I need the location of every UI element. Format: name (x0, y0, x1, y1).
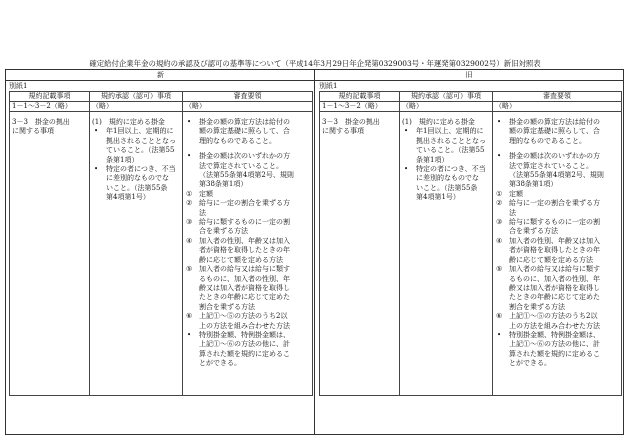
attachment-label: 別紙1 (319, 82, 338, 90)
review-cell (493, 112, 622, 396)
bullet-item: • 年1回以上、定期的に 拠出されることとなっ ていること。（法第55 条第1項） (404, 127, 486, 164)
bullet-item: • 掛金の額は次のいずれかの方 法で算定されていること。 （法第55条第4項第2号、規則 第38条第1項） (497, 152, 604, 189)
numbered-item: ② 給与に一定の割合を乗ずる方 法 (496, 199, 600, 217)
numbered-item: ① 定額 (186, 189, 213, 198)
item-line: に関する事項 (12, 127, 54, 136)
header-cell: 規約承認（認可）事項 (400, 92, 493, 102)
omitted-cell: （略） (400, 102, 493, 112)
bullet-item: • 掛金の額の算定方法は給付の 額の算定基礎に照らして、合 理的なものであること。 (187, 118, 290, 145)
item-line: 3－3 掛金の拠出 (12, 118, 70, 126)
column-header-old: 旧 (315, 70, 623, 81)
numbered-item: ③ 給与に類するものに一定の割 合を乗ずる方法 (496, 218, 600, 236)
bullet-item: • 年1回以上、定期的に 拠出されることとなっ ていること。（法第55 条第1項） (94, 127, 176, 164)
header-cell: 審査要領 (493, 92, 622, 102)
omitted-cell: （略） (493, 102, 622, 112)
numbered-item: ① 定額 (496, 189, 523, 198)
bullet-item: • 掛金の額の算定方法は給付の 額の算定基礎に照らして、合 理的なものであること。 (497, 118, 600, 145)
numbered-item: ③ 給与に類するものに一定の割 合を乗ずる方法 (186, 218, 290, 236)
header-cell: 規約承認（認可）事項 (90, 92, 183, 102)
approval-heading: (1) 規約に定める掛金 (402, 118, 475, 126)
numbered-item: ⑥ 上記①～⑤の方法のうち2以 上の方法を組み合わせた方法 (496, 312, 600, 330)
bullet-item: • 特別掛金額、特例掛金額は、 上記①～⑥の方法の他に、計 算された額を規約に定めるこ とができる。 (187, 330, 290, 368)
numbered-item: ④ 加入者の性別、年齢又は加入 者が資格を取得したときの年 齢に応じて額を定める方法 (186, 236, 290, 264)
item-cell (320, 112, 400, 396)
approval-cell (400, 112, 493, 396)
header-cell: 規約記載事項 (320, 92, 400, 102)
item-line: 3－3 掛金の拠出 (322, 118, 380, 126)
omitted-cell: 1－1～3－2（略） (320, 102, 400, 112)
bullet-item: • 特別掛金額、特例掛金額は、 上記①～⑥の方法の他に、計 算された額を規約に定めるこ とができる。 (497, 330, 600, 368)
bullet-item: • 特定の者につき、不当 に差別的なものでな いこと。（法第55条 第4項第1号） (404, 165, 486, 202)
numbered-item: ④ 加入者の性別、年齢又は加入 者が資格を取得したときの年 齢に応じて額を定める方法 (496, 236, 600, 264)
numbered-item: ② 給与に一定の割合を乗ずる方 法 (186, 199, 290, 217)
column-header-new: 新 (6, 70, 315, 81)
omitted-cell: 1－1～3－2（略） (10, 102, 90, 112)
omitted-cell: （略） (90, 102, 183, 112)
bullet-item: • 特定の者につき、不当 に差別的なものでな いこと。（法第55条 第4項第1号） (94, 165, 176, 202)
numbered-item: ⑤ 加入者の給与又は給与に類す るものに、加入者の性別、年 齢又は加入者が資格を取得し たときの年齢に応じて定めた 割合を乗ずる方法 (186, 265, 290, 311)
header-cell: 規約記載事項 (10, 92, 90, 102)
item-line: に関する事項 (322, 127, 364, 136)
numbered-item: ⑤ 加入者の給与又は給与に類す るものに、加入者の性別、年 齢又は加入者が資格を取得し たときの年齢に応じて定めた 割合を乗ずる方法 (496, 265, 600, 311)
bullet-item: • 掛金の額は次のいずれかの方 法で算定されていること。 （法第55条第4項第2号、規則 第38条第1項） (187, 152, 294, 189)
review-cell (183, 112, 313, 396)
center-divider (314, 70, 315, 434)
document-title: 確定給付企業年金の規約の承認及び認可の基準等について（平成14年3月29日年企発第0329003号・年運発第0329002号）新旧対照表 (89, 59, 541, 68)
omitted-cell: （略） (183, 102, 313, 112)
item-cell (10, 112, 90, 396)
comparison-frame (5, 69, 624, 435)
criteria-table-new (9, 91, 313, 396)
numbered-item: ⑥ 上記①～⑤の方法のうち2以 上の方法を組み合わせた方法 (186, 312, 290, 330)
header-cell: 審査要領 (183, 92, 313, 102)
approval-cell (90, 112, 183, 396)
attachment-label: 別紙1 (9, 82, 28, 90)
criteria-table-old (319, 91, 622, 396)
approval-heading: (1) 規約に定める掛金 (92, 118, 165, 126)
